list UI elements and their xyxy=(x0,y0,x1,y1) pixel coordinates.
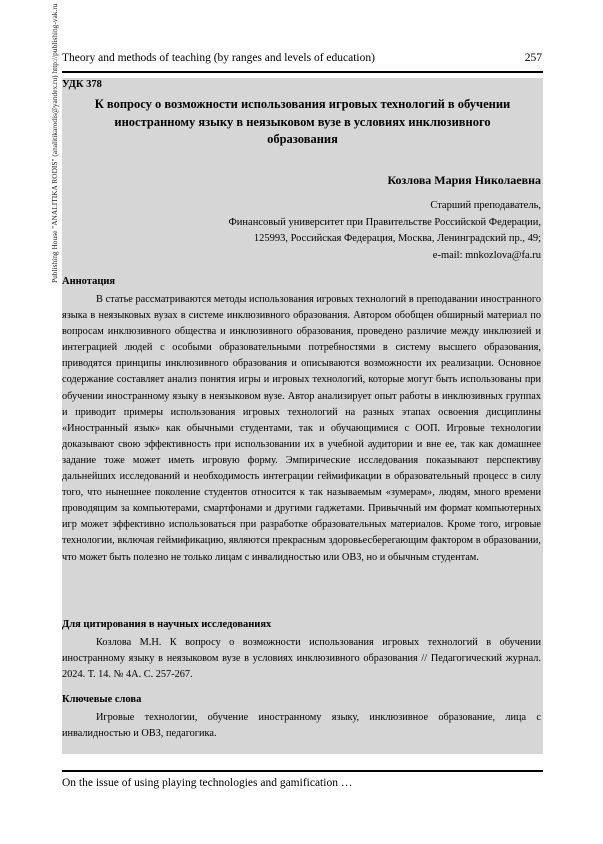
publisher-side-text: Publishing House "ANALITIKA RODIS" (analitikarodis@yandex.ru) http://publishing-vak.ru xyxy=(50,3,59,283)
page-number: 257 xyxy=(524,52,542,64)
journal-section: Theory and methods of teaching (by ranges and levels of education) xyxy=(62,52,375,64)
header-rule xyxy=(62,71,543,73)
footer-text: On the issue of using playing technologies and gamification … xyxy=(62,777,353,789)
author-affiliation xyxy=(62,198,541,264)
keywords-heading: Ключевые слова xyxy=(62,694,142,705)
article-title: К вопросу о возможности использования игровых технологий в обучении иностранному языку в неязыковом вузе в условиях инклюзивного образования xyxy=(94,97,511,146)
author-email: e-mail: mnkozlova@fa.ru xyxy=(432,249,541,261)
author-name: Козлова Мария Николаевна xyxy=(387,173,541,187)
citation-heading: Для цитирования в научных исследованиях xyxy=(62,619,272,630)
footer-rule xyxy=(62,770,543,772)
author-position: Старший преподаватель, xyxy=(430,200,541,211)
udk-code: УДК 378 xyxy=(62,79,102,90)
keywords-text: Игровые технологии, обучение иностранному языку, инклюзивное образование, лица с инвалидностью и ОВЗ, педагогика. xyxy=(62,712,541,740)
author-organization: Финансовый университет при Правительстве Российской Федерации, xyxy=(228,216,541,228)
running-header xyxy=(62,52,542,64)
abstract-text: В статье рассматриваются методы использования игровых технологий в преподавании иностранного языка в неязыковых вузах в системе инклюзивного образования. Автором обобщен обширный материал по вопросам инклюзивного общества и инклюзивного образования, проведено различие между инклюзией и интеграцией людей с особыми образовательными потребностями в систему высшего образования, приводятся принципы инклюзивного образования и описываются возможности их реализации. Основное содержание составляет анализ понятия игры и игровых технологий, которые могут быть использованы при обучении иностранному языку в неязыковом вузе. Автор анализирует опыт работы в инклюзивных группах и приводит примеры использования игровых технологий на разных этапах освоения дисциплины «Иностранный язык» как обычными студентами, так и обучающимися с ООП. Игровые технологии доказывают свою эффективность при использовании их в учебной аудитории и вне ее, так как домашнее задание тоже может иметь игровую форму. Эмпирические исследования показывают перспективу дальнейших исследований и необходимость интеграции геймификации в образовательный процесс в силу того, что нынешнее поколение студентов относится к так называемым «зумерам», людям, много времени проводящим за компьютерами, смартфонами и другими гаджетами. Привычный им формат компьютерных игр может эффективно использоваться при разработке образовательных материалов. Кроме того, игровые технологии, включая геймификацию, являются прекрасным здоровьесберегающим фактором в образовании, что может быть полезно не только лицам с инвалидностью или ОВЗ, но и обычным студентам. xyxy=(62,294,541,563)
abstract-heading: Аннотация xyxy=(62,276,116,287)
author-address: 125993, Российская Федерация, Москва, Ленинградский пр., 49; xyxy=(253,233,541,244)
citation-text: Козлова М.Н. К вопросу о возможности использования игровых технологий в обучении иностранному языку в неязыковом вузе в условиях инклюзивного образования // Педагогический журнал. 2024. Т. 14. № 4А. С. 257-267. xyxy=(62,637,541,681)
